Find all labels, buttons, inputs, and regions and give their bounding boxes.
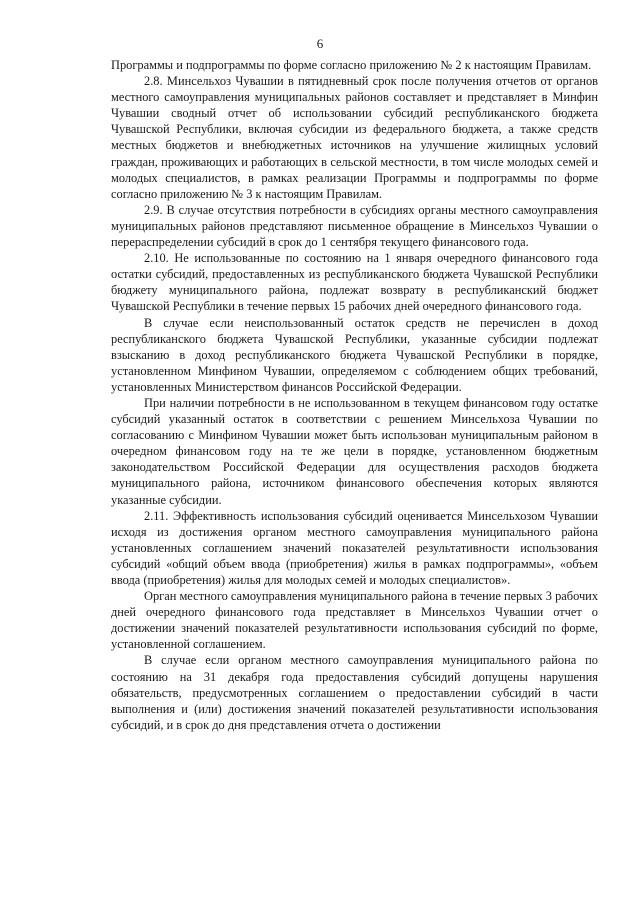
paragraph-2-8: 2.8. Минсельхоз Чувашии в пятидневный срок после получения отчетов от органов местного самоуправления муниципальных районов составляет и представляет в Минфин Чувашии сводный отчет об использовании субсидий республиканского бюджета Чувашской Республики, включая субсидии из федерального бюджета, а также средств местных бюджетов и внебюджетных источников на улучшение жилищных условий граждан, проживающих и работающих в сельской местности, в том числе молодых семей и молодых специалистов, в рамках реализации Программы и подпрограммы по форме согласно приложению № 3 к настоящим Правилам. bbox=[111, 74, 598, 201]
paragraph-2-11-report: Орган местного самоуправления муниципального района в течение первых 3 рабочих дней очередного финансового года представляет в Минсельхоз Чувашии отчет о достижении значений показателей результативности использования субсидий по форме, установленной соглашением. bbox=[111, 589, 599, 652]
paragraph-2-11-violation: В случае если органом местного самоуправления муниципального района по состоянию на 31 декабря года предоставления субсидий допущены нарушения обязательств, предусмотренных соглашением о предоставлении субсидий в части выполнения и (или) достижения значений показателей результативности использования субсидий, и в срок до дня представления отчета о достижении bbox=[111, 653, 598, 732]
paragraph-2-9: 2.9. В случае отсутствия потребности в субсидиях органы местного самоуправления муниципальных районов представляют письменное обращение в Минсельхоз Чувашии о перераспределении субсидий в срок до 1 сентября текущего финансового года. bbox=[111, 202, 598, 250]
paragraph-2-11: 2.11. Эффективность использования субсидий оценивается Минсельхозом Чувашии исходя из достижения органом местного самоуправления муниципального района установленных соглашением значений показателей результативности использования субсидий «общий объем ввода (приобретения) жилья в рамках подпрограммы», «объем ввода (приобретения) жилья для молодых семей и молодых специалистов». bbox=[111, 508, 598, 587]
paragraph-2-10-carryover: При наличии потребности в не использованном в текущем финансовом году остатке субсидий указанный остаток в соответствии с решением Минсельхоза Чувашии по согласованию с Минфином Чувашии может быть использован муниципальным районом в очередном финансовом году на те же цели в порядке, установленном бюджетным законодательством Российской Федерации для осуществления расходов бюджета муниципального района, источником финансового обеспечения которых являются указанные субсидии. bbox=[111, 395, 598, 507]
paragraph-continuation: Программы и подпрограммы по форме согласно приложению № 2 к настоящим Правилам. bbox=[111, 58, 592, 72]
paragraph-2-10-recovery: В случае если неиспользованный остаток средств не перечислен в доход республиканского бюджета Чувашской Республики, указанные субсидии подлежат взысканию в доход республиканского бюджета Чувашской Республики в порядке, установленном Минфином Чувашии, определяемом с соблюдением общих требований, установленных Министерством финансов Российской Федерации. bbox=[111, 315, 598, 394]
paragraph-2-10: 2.10. Не использованные по состоянию на 1 января очередного финансового года остатки субсидий, предоставленных из республиканского бюджета Чувашской Республики бюджету муниципального района, подлежат возврату в республиканский бюджет Чувашской Республики в течение первых 15 рабочих дней очередного финансового года. bbox=[111, 251, 598, 314]
page-number: 6 bbox=[316, 36, 324, 51]
document-body bbox=[111, 57, 598, 733]
